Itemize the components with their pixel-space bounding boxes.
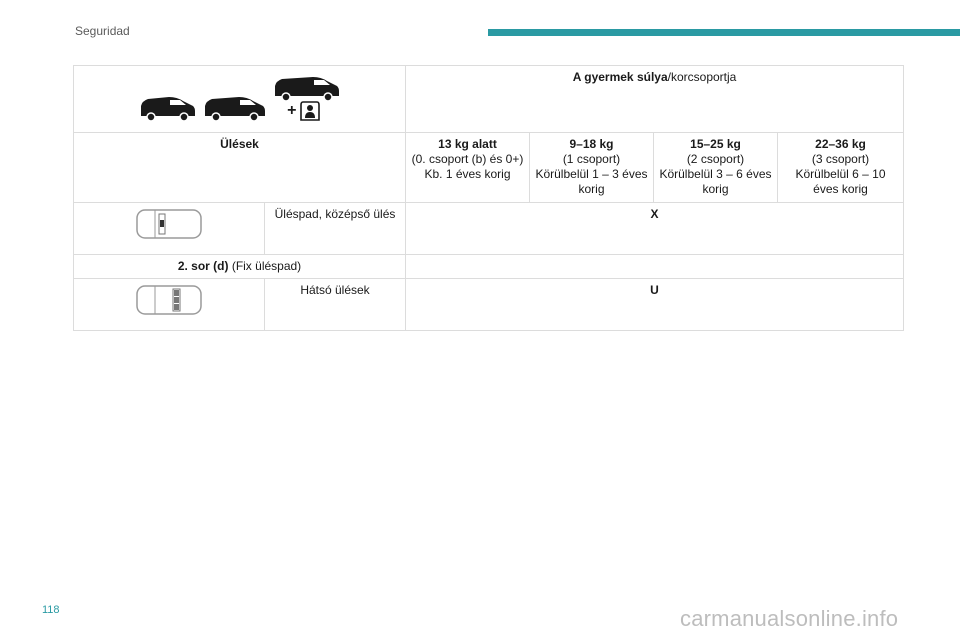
group-2-cell: 15–25 kg (2 csoport) Körülbelül 3 – 6 éves korig (654, 133, 778, 203)
group-1-cell: 9–18 kg (1 csoport) Körülbelül 1 – 3 éves korig (530, 133, 654, 203)
bench-middle-icon-cell (74, 203, 265, 255)
watermark: carmanualsonline.info (680, 606, 899, 631)
header-accent-bar (488, 29, 960, 36)
plus-sign: + (287, 102, 297, 119)
section-title: Seguridad (75, 24, 130, 38)
group-0-cell: 13 kg alatt (0. csoport (b) és 0+) Kb. 1 éves korig (406, 133, 530, 203)
second-row-label: 2. sor (d) (Fix üléspad) (74, 255, 406, 279)
child-weight-header: A gyermek súlya/korcsoportja (406, 66, 904, 133)
page-number: 118 (42, 604, 60, 616)
vehicle-icons-cell (74, 66, 406, 133)
child-seat-table (73, 65, 904, 331)
bench-middle-value: X (406, 203, 904, 255)
bench-middle-label: Üléspad, középső ülés (265, 203, 406, 255)
van-short-icon (139, 94, 197, 122)
seats-header: Ülések (74, 133, 406, 203)
rear-seats-icon-cell (74, 279, 265, 331)
rear-seats-value: U (406, 279, 904, 331)
groups-row (74, 133, 904, 203)
van-top-view-middle-seat-icon (135, 207, 203, 241)
bench-middle-row (74, 203, 904, 255)
child-seat-icon (299, 100, 321, 122)
second-row-empty (406, 255, 904, 279)
second-row-header (74, 255, 904, 279)
van-long-icon (273, 74, 341, 102)
group-3-cell: 22–36 kg (3 csoport) Körülbelül 6 – 10 éves korig (778, 133, 904, 203)
rear-seats-label: Hátsó ülések (265, 279, 406, 331)
van-medium-icon (203, 94, 267, 122)
rear-seats-row (74, 279, 904, 331)
table-header-row (74, 66, 904, 133)
van-top-view-rear-seat-icon (135, 283, 203, 317)
